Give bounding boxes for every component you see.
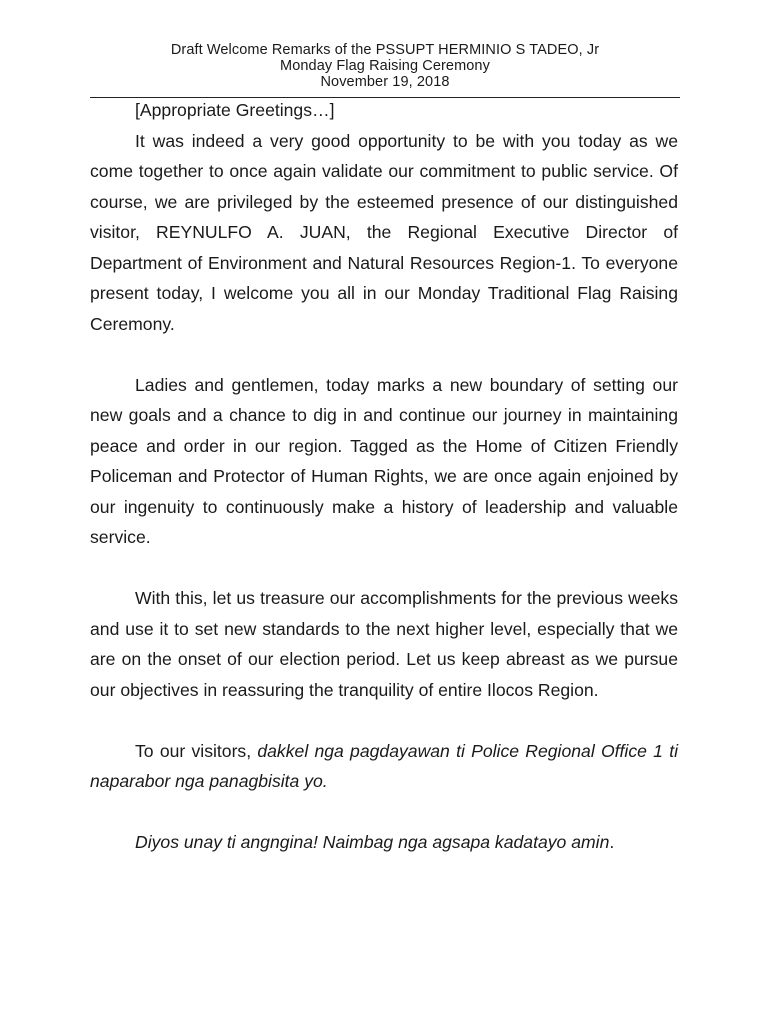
paragraph-opening: It was indeed a very good opportunity to be with you today as we come together to once again validate our commitment to public service. Of course, we are privileged by the esteemed presence of our distinguished visitor, REYNULFO A. JUAN, the Regional Executive Director of Department of Environment and Natural Resources Region-1. To everyone present today, I welcome you all in our Monday Traditional Flag Raising Ceremony. (90, 130, 678, 334)
header-date: November 19, 2018 (320, 74, 450, 90)
paragraph-accomplishments: With this, let us treasure our accomplishments for the previous weeks and use it to set new standards to the next higher level, especially that we are on the onset of our election period. Let us keep abreast as we pursue our objectives in reassuring the tranquility of entire Ilocos Region. (90, 588, 678, 700)
closing-ilocano-text: Diyos unay ti angngina! Naimbag nga agsapa kadatayo amin (135, 832, 610, 852)
header-title: Draft Welcome Remarks of the PSSUPT HERMINIO S TADEO, Jr (170, 42, 600, 58)
visitors-ilocano-text: dakkel nga pagdayawan ti Police Regional Office 1 ti naparabor nga panagbisita yo. (90, 740, 678, 791)
greeting-paragraph: [Appropriate Greetings…] (135, 100, 335, 120)
paragraph-visitors (90, 736, 678, 797)
visitors-intro: To our visitors, (135, 740, 252, 761)
document-header (90, 42, 680, 90)
header-event: Monday Flag Raising Ceremony (280, 58, 490, 74)
document-body (90, 95, 678, 858)
closing-period: . (609, 832, 615, 852)
paragraph-closing (90, 827, 678, 858)
paragraph-goals: Ladies and gentlemen, today marks a new boundary of setting our new goals and a chance to dig in and continue our journey in maintaining peace and order in our region. Tagged as the Home of Citizen Friendly Policeman and Protector of Human Rights, we are once again enjoined by our ingenuity to continuously make a history of leadership and valuable service. (90, 374, 678, 547)
